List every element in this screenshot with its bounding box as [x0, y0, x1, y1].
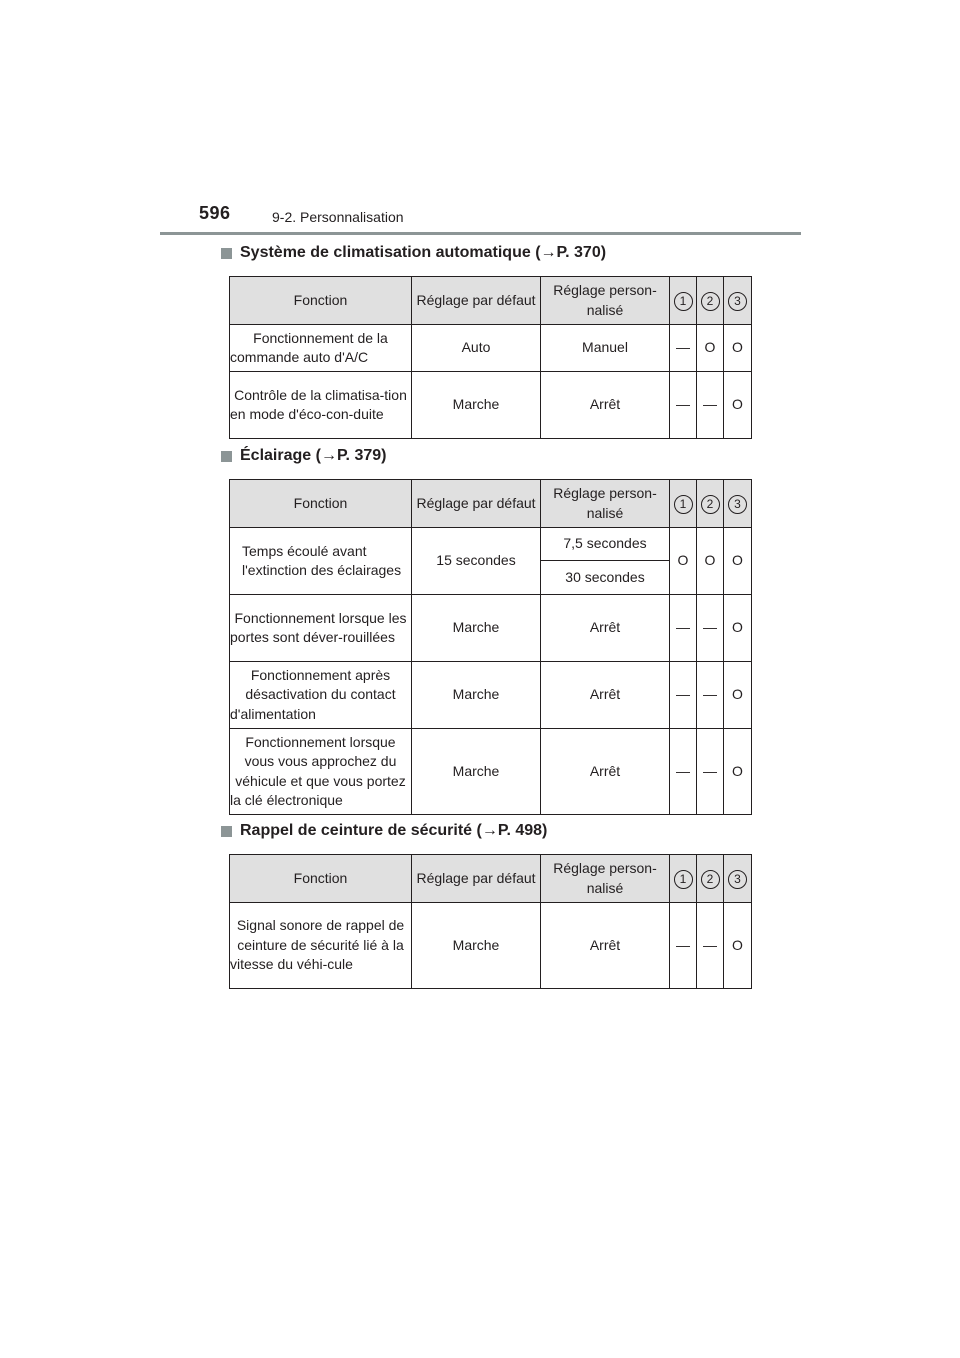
circled-2-icon: 2 [701, 292, 720, 311]
cell-perso: Arrêt [541, 729, 670, 815]
cell-perso: Arrêt [541, 372, 670, 439]
cell-defaut: Marche [412, 903, 541, 989]
cell-perso-a: 7,5 secondes [541, 528, 670, 561]
arrow-icon: → [540, 244, 557, 261]
cell-c1: — [670, 662, 697, 729]
table-climatisation [229, 276, 752, 439]
cell-c2: O [697, 325, 724, 372]
cell-c1: — [670, 325, 697, 372]
cell-perso-b: 30 secondes [541, 561, 670, 595]
section-title: Système de climatisation automatique ( [240, 244, 541, 261]
arrow-icon: → [320, 447, 337, 464]
cell-perso: Manuel [541, 325, 670, 372]
cell-c2: O [697, 528, 724, 595]
chapter-title: 9-2. Personnalisation [272, 209, 404, 225]
cell-c1: — [670, 903, 697, 989]
cell-c3: O [724, 903, 752, 989]
cell-defaut: Auto [412, 325, 541, 372]
section-title: Éclairage ( [240, 447, 321, 464]
cell-c2: — [697, 903, 724, 989]
header-col-3 [724, 480, 752, 528]
cell-fonction: Contrôle de la climatisa-tion en mode d'éco-con-duite [230, 372, 412, 439]
cell-c1: — [670, 595, 697, 662]
table-row [230, 662, 752, 729]
table-eclairage [229, 479, 752, 815]
section-heading-eclairage [221, 447, 386, 465]
square-bullet-icon [221, 826, 232, 837]
cell-c2: — [697, 372, 724, 439]
section-heading-climatisation [221, 244, 606, 262]
header-perso: Réglage person-nalisé [541, 277, 670, 325]
section-title: Rappel de ceinture de sécurité ( [240, 822, 482, 839]
header-col-2 [697, 855, 724, 903]
cell-perso: Arrêt [541, 903, 670, 989]
header-fonction: Fonction [230, 277, 412, 325]
cell-c3: O [724, 528, 752, 595]
section-ref: P. 379) [336, 447, 387, 464]
cell-fonction: Temps écoulé avant l'extinction des éclairages [230, 528, 412, 595]
cell-fonction: Fonctionnement après désactivation du contact d'alimentation [230, 662, 412, 729]
table-row [230, 729, 752, 815]
header-defaut: Réglage par défaut [412, 855, 541, 903]
section-ref: P. 498) [497, 822, 548, 839]
cell-perso: Arrêt [541, 662, 670, 729]
cell-defaut: Marche [412, 372, 541, 439]
square-bullet-icon [221, 451, 232, 462]
page-header [0, 0, 960, 240]
cell-c1: — [670, 372, 697, 439]
cell-c2: — [697, 595, 724, 662]
cell-defaut: Marche [412, 729, 541, 815]
section-ref: P. 370) [556, 244, 607, 261]
circled-3-icon: 3 [728, 495, 747, 514]
section-heading-ceinture [221, 822, 547, 840]
table-row [230, 903, 752, 989]
cell-c1: O [670, 528, 697, 595]
header-col-2 [697, 480, 724, 528]
header-fonction: Fonction [230, 855, 412, 903]
circled-1-icon: 1 [674, 292, 693, 311]
cell-c3: O [724, 729, 752, 815]
cell-fonction: Fonctionnement de la commande auto d'A/C [230, 325, 412, 372]
header-col-2 [697, 277, 724, 325]
cell-fonction: Signal sonore de rappel de ceinture de sécurité lié à la vitesse du véhi-cule [230, 903, 412, 989]
table-row [230, 372, 752, 439]
cell-c2: — [697, 662, 724, 729]
circled-1-icon: 1 [674, 495, 693, 514]
square-bullet-icon [221, 248, 232, 259]
header-defaut: Réglage par défaut [412, 480, 541, 528]
table-header-row [230, 277, 752, 325]
cell-c3: O [724, 662, 752, 729]
table-header-row [230, 855, 752, 903]
table-row [230, 528, 752, 561]
cell-perso: Arrêt [541, 595, 670, 662]
header-col-1 [670, 480, 697, 528]
header-col-3 [724, 855, 752, 903]
circled-3-icon: 3 [728, 870, 747, 889]
header-perso: Réglage person-nalisé [541, 480, 670, 528]
header-col-3 [724, 277, 752, 325]
cell-defaut: Marche [412, 662, 541, 729]
cell-c3: O [724, 372, 752, 439]
table-row [230, 325, 752, 372]
header-col-1 [670, 277, 697, 325]
table-header-row [230, 480, 752, 528]
header-rule [160, 232, 801, 235]
cell-fonction: Fonctionnement lorsque les portes sont déver-rouillées [230, 595, 412, 662]
page-number: 596 [199, 203, 231, 223]
cell-c3: O [724, 325, 752, 372]
table-row [230, 595, 752, 662]
cell-defaut: 15 secondes [412, 528, 541, 595]
header-fonction: Fonction [230, 480, 412, 528]
table-ceinture [229, 854, 752, 989]
cell-c2: — [697, 729, 724, 815]
cell-c3: O [724, 595, 752, 662]
circled-2-icon: 2 [701, 870, 720, 889]
cell-fonction: Fonctionnement lorsque vous vous approchez du véhicule et que vous portez la clé électronique [230, 729, 412, 815]
header-col-1 [670, 855, 697, 903]
circled-3-icon: 3 [728, 292, 747, 311]
header-defaut: Réglage par défaut [412, 277, 541, 325]
cell-defaut: Marche [412, 595, 541, 662]
arrow-icon: → [481, 822, 498, 839]
circled-1-icon: 1 [674, 870, 693, 889]
header-perso: Réglage person-nalisé [541, 855, 670, 903]
cell-c1: — [670, 729, 697, 815]
circled-2-icon: 2 [701, 495, 720, 514]
